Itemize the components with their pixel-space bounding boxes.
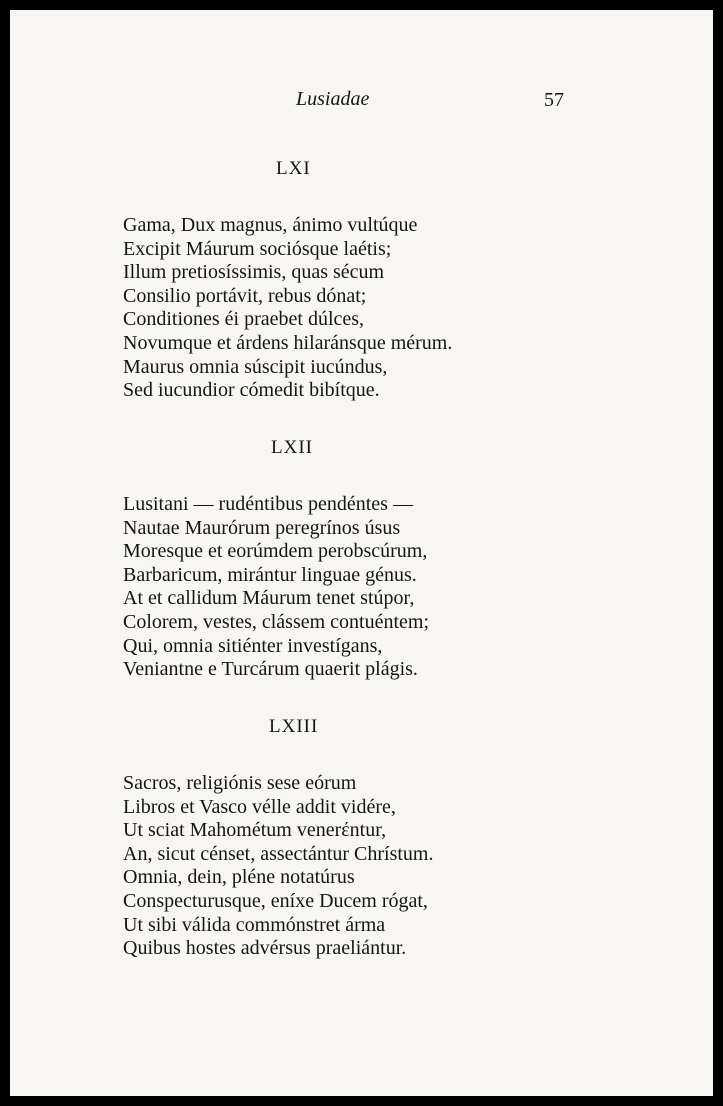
verse-line: Sed iucundior cómedit bibítque. bbox=[123, 379, 380, 402]
verse-line: Conspecturusque, eníxe Ducem rógat, bbox=[123, 889, 428, 912]
stanza-number: LXIII bbox=[269, 716, 319, 737]
verse-line: Consilio portávit, rebus dónat; bbox=[123, 284, 367, 307]
verse-line: An, sicut cénset, assectántur Chrístum. bbox=[123, 842, 434, 865]
stanza bbox=[123, 493, 429, 682]
verse-line: Omnia, dein, pléne notatúrus bbox=[123, 866, 355, 889]
verse-line: Lusitani — rudéntibus pendéntes — bbox=[123, 493, 413, 515]
verse-line: Colorem, vestes, clássem contuéntem; bbox=[123, 610, 430, 633]
verse-line: Gama, Dux magnus, ánimo vultúque bbox=[123, 214, 418, 236]
verse-line: Barbaricum, mirántur linguae génus. bbox=[123, 563, 417, 586]
running-title: Lusiadae bbox=[296, 88, 370, 110]
verse-line: Ut sciat Mahométum venerέntur, bbox=[123, 819, 387, 842]
stanza bbox=[123, 772, 434, 961]
verse-line: Maurus omnia súscipit iucúndus, bbox=[123, 355, 388, 378]
verse-line: Novumque et árdens hilaránsque mérum. bbox=[123, 331, 453, 354]
verse-line: At et callidum Máurum tenet stúpor, bbox=[123, 587, 415, 610]
verse-line: Excipit Máurum sociósque laétis; bbox=[123, 237, 392, 260]
verse-line: Libros et Vasco vélle addit vidére, bbox=[123, 795, 396, 818]
stanza-number: LXI bbox=[276, 158, 311, 179]
stanza bbox=[123, 214, 452, 403]
verse-line: Illum pretiosíssimis, quas sécum bbox=[123, 261, 385, 284]
verse-line: Quibus hostes advérsus praeliántur. bbox=[123, 937, 407, 960]
verse-line: Veniantne e Turcárum quaerit plágis. bbox=[123, 658, 418, 681]
verse-line: Conditiones éi praebet dúlces, bbox=[123, 308, 365, 331]
page-number: 57 bbox=[544, 89, 564, 111]
verse-line: Ut sibi válida commónstret árma bbox=[123, 913, 386, 936]
verse-line: Moresque et eorúmdem perobscúrum, bbox=[123, 540, 428, 563]
verse-line: Sacros, religiónis sese eórum bbox=[123, 772, 357, 794]
book-page bbox=[10, 10, 713, 1096]
verse-line: Qui, omnia sitiénter investígans, bbox=[123, 634, 383, 657]
stanza-number: LXII bbox=[271, 437, 313, 458]
verse-line: Nautae Maurórum peregrínos úsus bbox=[123, 516, 401, 539]
